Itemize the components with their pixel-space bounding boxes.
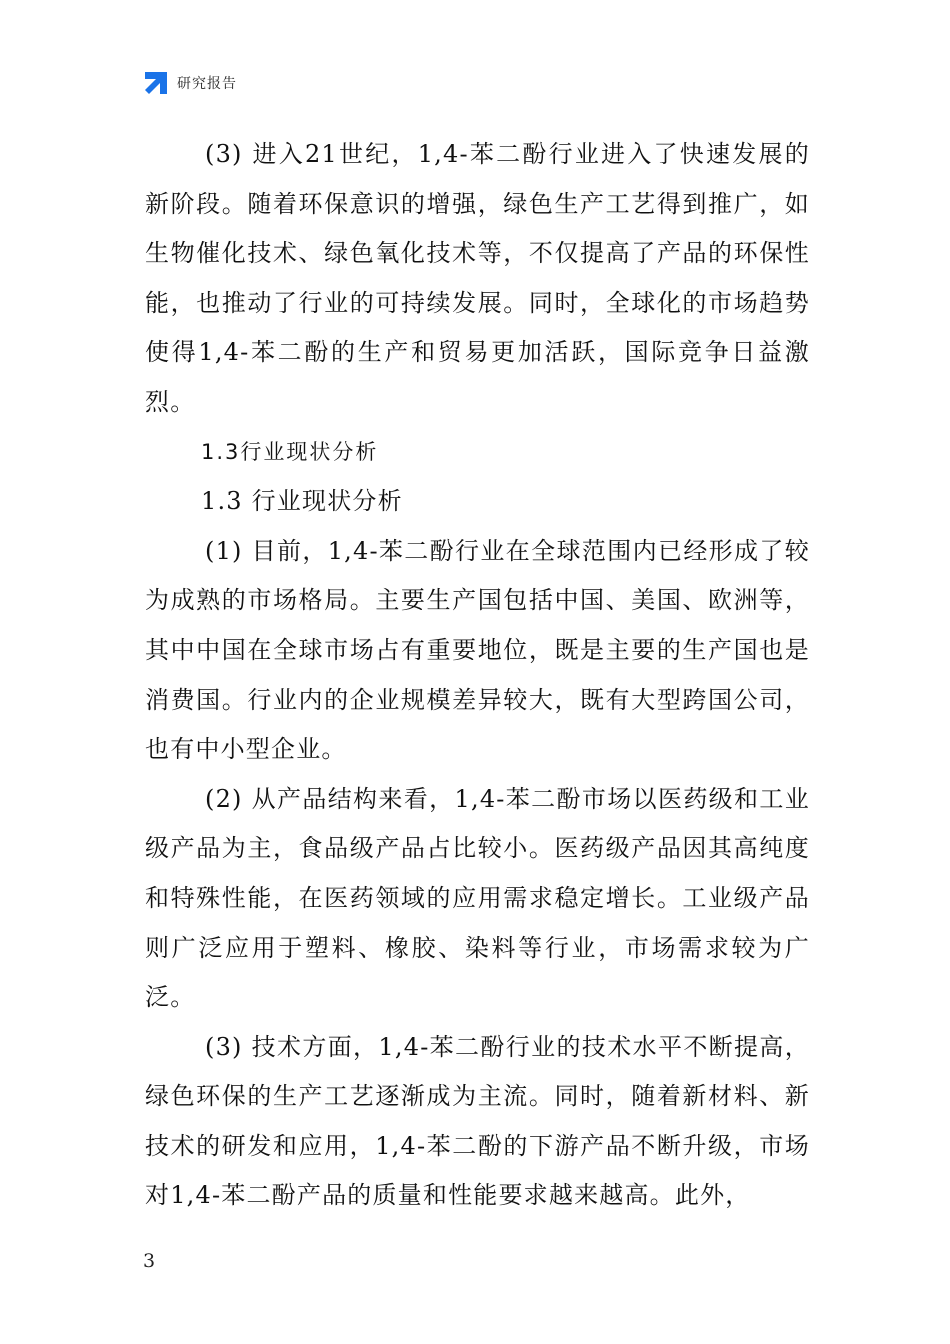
paragraph-2: (1) 目前，1,4-苯二酚行业在全球范围内已经形成了较为成熟的市场格局。主要生产国包括中国、美国、欧洲等，其中中国在全球市场占有重要地位，既是主要的生产国也是消费国。行业内的企业规模差异较大，既有大型跨国公司，也有中小型企业。 xyxy=(145,536,810,764)
page-number: 3 xyxy=(143,1250,156,1272)
section-heading-sans: 1.3行业现状分析 xyxy=(201,439,379,464)
paragraph-1: (3) 进入21世纪，1,4-苯二酚行业进入了快速发展的新阶段。随着环保意识的增强，绿色生产工艺得到推广，如生物催化技术、绿色氧化技术等，不仅提高了产品的环保性能，也推动了行业的可持续发展。同时，全球化的市场趋势使得1,4-苯二酚的生产和贸易更加活跃，国际竞争日益激烈。 xyxy=(145,140,810,416)
header-label: 研究报告 xyxy=(177,76,237,92)
arrow-up-right-icon xyxy=(143,70,169,96)
report-header xyxy=(143,70,237,96)
paragraph-4: (3) 技术方面，1,4-苯二酚行业的技术水平不断提高，绿色环保的生产工艺逐渐成为主流。同时，随着新材料、新技术的研发和应用，1,4-苯二酚的下游产品不断升级，市场对1,4-苯二酚产品的质量和性能要求越来越高。此外， xyxy=(145,1032,810,1210)
document-body xyxy=(145,130,810,1221)
section-heading: 1.3 行业现状分析 xyxy=(201,487,403,516)
paragraph-3: (2) 从产品结构来看，1,4-苯二酚市场以医药级和工业级产品为主，食品级产品占比较小。医药级产品因其高纯度和特殊性能，在医药领域的应用需求稳定增长。工业级产品则广泛应用于塑料、橡胶、染料等行业，市场需求较为广泛。 xyxy=(145,784,810,1012)
